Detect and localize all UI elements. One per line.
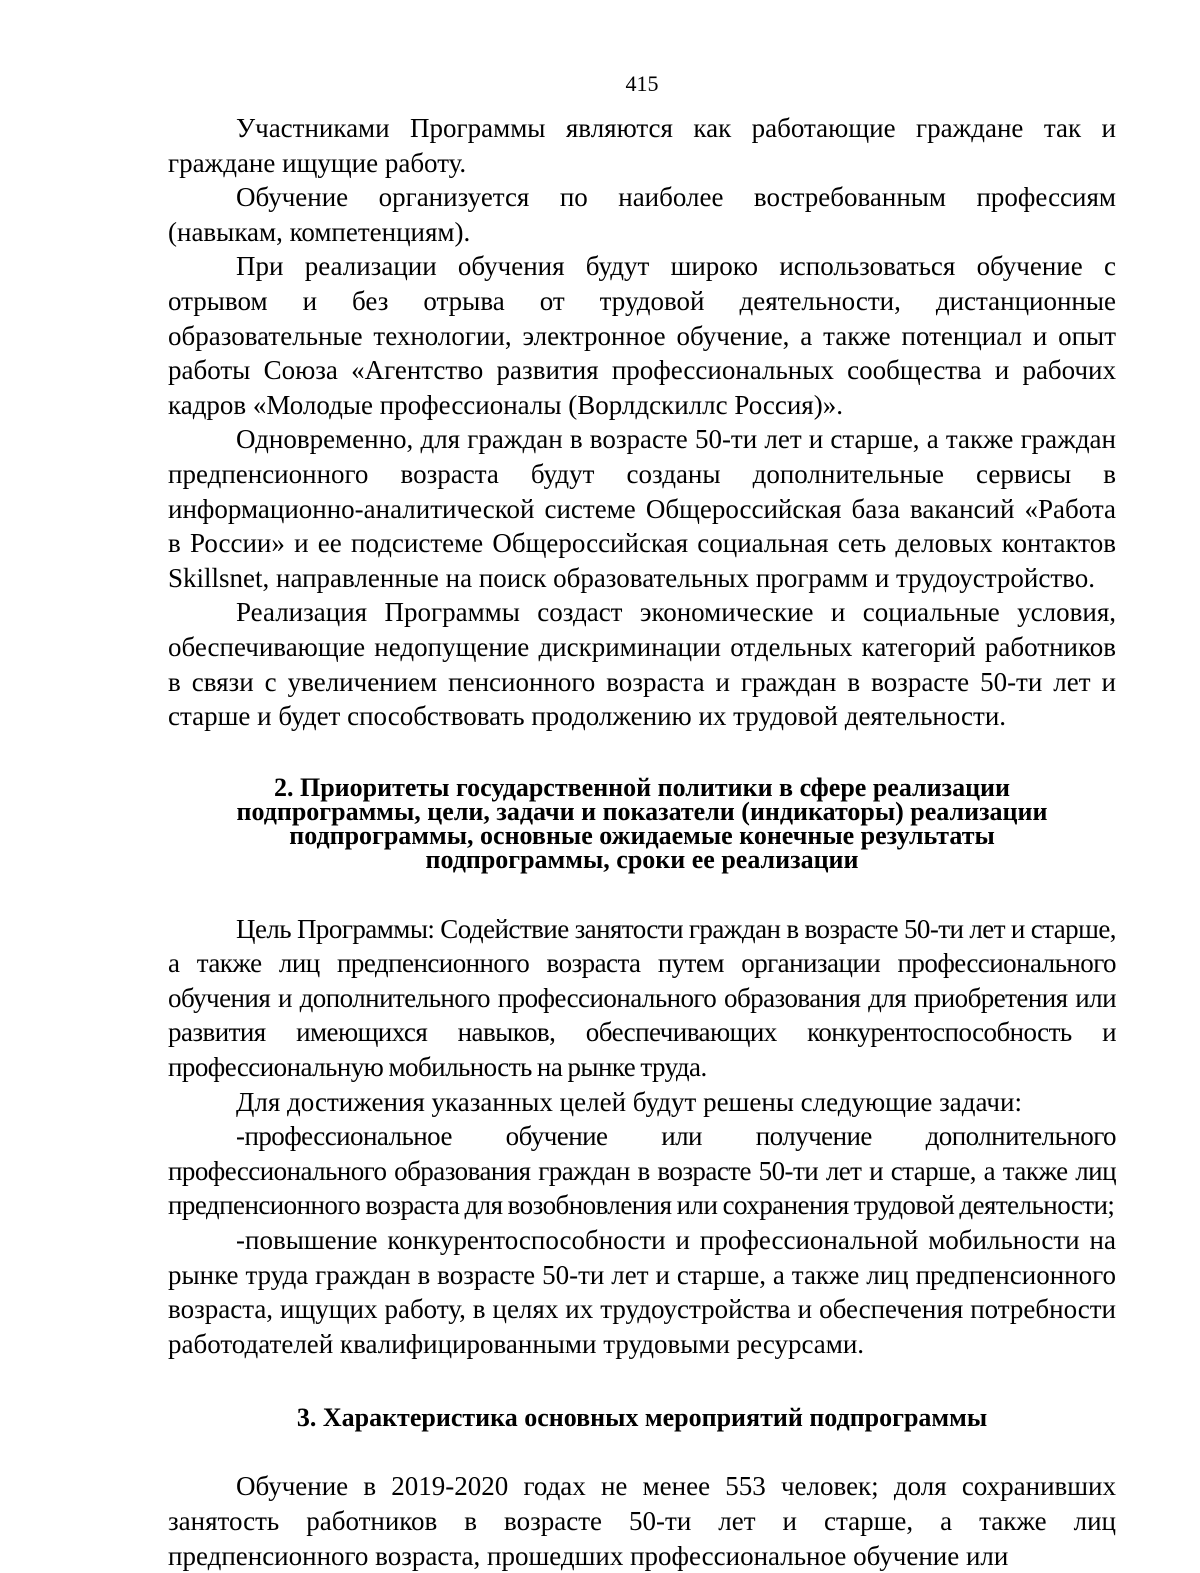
paragraph-participants: Участниками Программы являются как работающие граждане так и граждане ищущие работу. [168,113,1116,178]
section-measures [168,1469,1116,1573]
paragraph-additional-services: Одновременно, для граждан в возрасте 50-ти лет и старше, а также граждан предпенсионного возраста будут созданы дополнительные сервисы в информационно-аналитической системе Общероссийская база вакансий «Работа в России» и ее подсистеме Общероссийская социальная сеть деловых контактов Skillsnet, направленные на поиск образовательных программ и трудоустройство. [168,424,1116,593]
paragraph-training-implementation: При реализации обучения будут широко использоваться обучение с отрывом и без отрыва от трудовой деятельности, дистанционные образовательные технологии, электронное обучение, а также потенциал и опыт работы Союза «Агентство развития профессиональных сообщества и рабочих кадров «Молодые профессионалы (Ворлдскиллс Россия)». [168,251,1116,420]
paragraph-task-training: -профессиональное обучение или получение дополнительного профессионального образования граждан в возрасте 50-ти лет и старше, а также лиц предпенсионного возраста для возобновления или сохранения трудовой деятельности; [168,1121,1116,1221]
paragraph-task-competitiveness: -повышение конкурентоспособности и профессиональной мобильности на рынке труда граждан в возрасте 50-ти лет и старше, а также лиц предпенсионного возраста, ищущих работу, в целях их трудоустройства и обеспечения потребности работодателей квалифицированными трудовыми ресурсами. [168,1225,1116,1359]
section-2-heading-line: подпрограммы, цели, задачи и показатели (индикаторы) реализации [236,796,1048,826]
section-2-heading [168,772,1116,874]
paragraph-training-targets: Обучение в 2019-2020 годах не менее 553 человек; доля сохранивших занятость работников в возрасте 50-ти лет и старше, а также лиц предпенсионного возраста, прошедших профессиональное обучение или [168,1471,1116,1571]
paragraph-program-goal: Цель Программы: Содействие занятости граждан в возрасте 50-ти лет и старше, а также лиц предпенсионного возраста путем организации профессионального обучения и дополнительного профессионального образования для приобретения или развития имеющихся навыков, обеспечивающих конкурентоспособность и профессиональную мобильность на рынке труда. [168,913,1116,1083]
paragraph-tasks-intro: Для достижения указанных целей будут решены следующие задачи: [236,1086,1022,1117]
paragraph-training-professions: Обучение организуется по наиболее востребованным профессиям (навыкам, компетенциям). [168,182,1116,247]
paragraph-program-outcome: Реализация Программы создаст экономические и социальные условия, обеспечивающие недопущение дискриминации отдельных категорий работников в связи с увеличением пенсионного возраста и граждан в возрасте 50-ти лет и старше и будет способствовать продолжению их трудовой деятельности. [168,597,1116,732]
page-number: 415 [625,71,659,96]
section-2-heading-line: подпрограммы, сроки ее реализации [425,844,859,874]
section-2-heading-line: подпрограммы, основные ожидаемые конечные результаты [289,820,995,850]
section-goals [168,912,1116,1362]
section-3-heading: 3. Характеристика основных мероприятий подпрограммы [296,1403,988,1433]
section-2-heading-line: 2. Приоритеты государственной политики в сфере реализации [273,772,1011,802]
document-page [168,70,1116,1573]
section-participants [168,111,1116,734]
